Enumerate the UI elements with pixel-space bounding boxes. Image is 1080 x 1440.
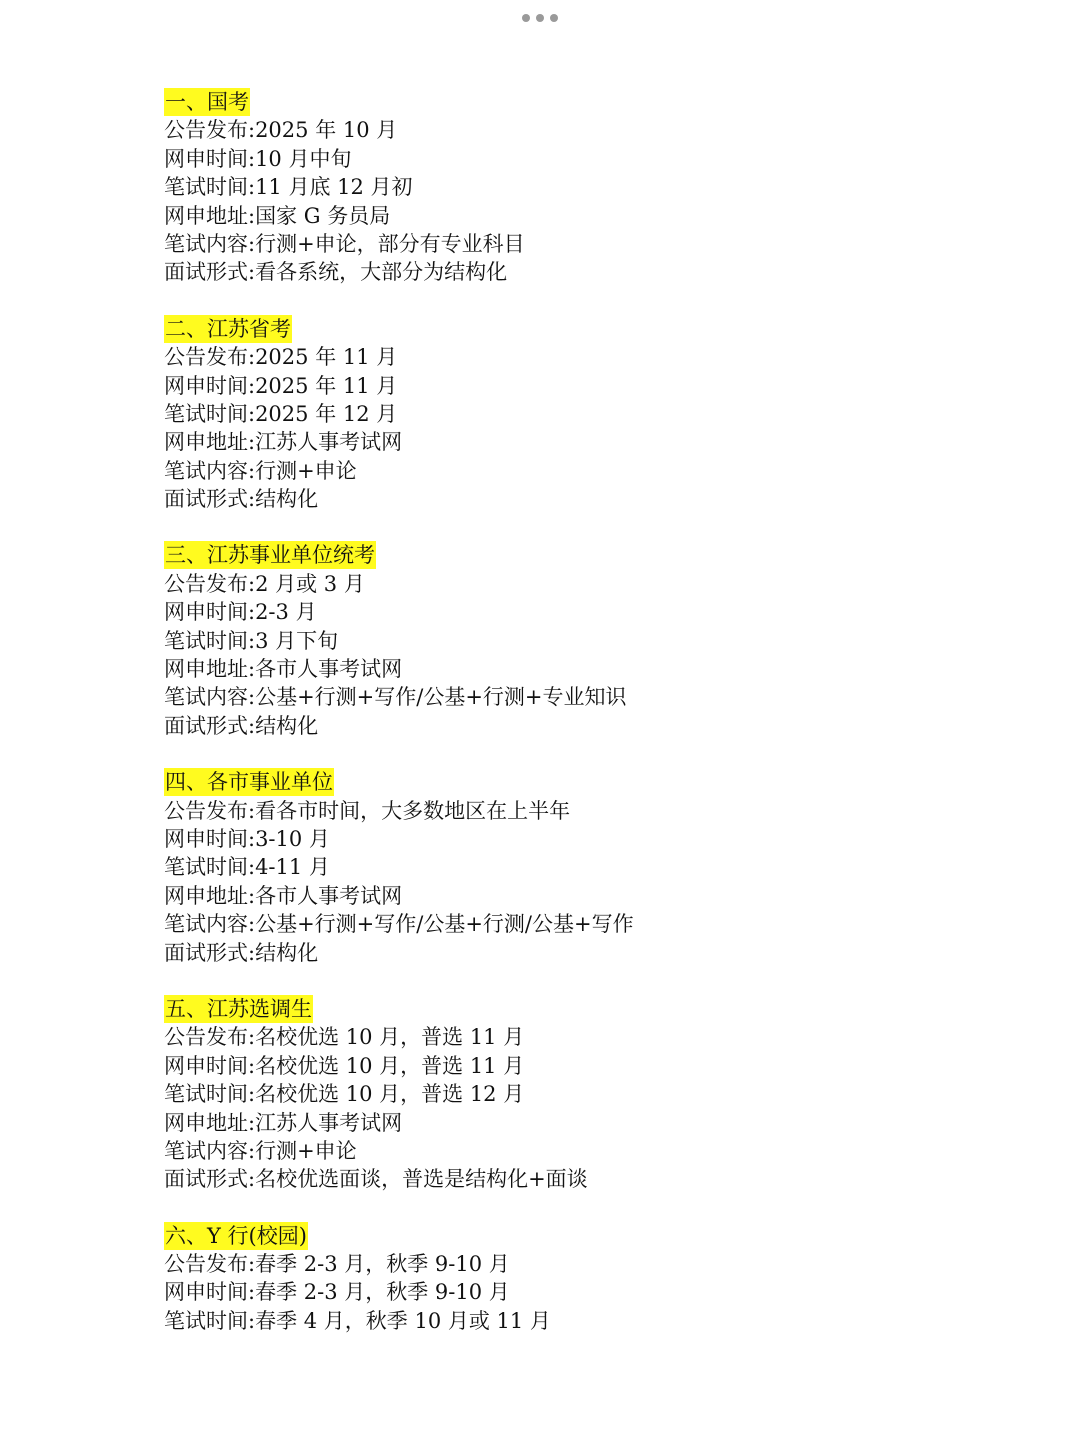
section-line: 网申时间:2025 年 11 月	[164, 373, 398, 398]
section-line: 面试形式:结构化	[164, 713, 319, 738]
section-line: 网申时间:名校优选 10 月，普选 11 月	[164, 1053, 525, 1078]
section-line: 面试形式:名校优选面谈，普选是结构化+面谈	[164, 1167, 588, 1192]
section-line: 笔试时间:11 月底 12 月初	[164, 175, 413, 200]
section-line: 公告发布:2025 年 11 月	[164, 345, 398, 370]
section-heading: 二、江苏省考	[165, 316, 291, 341]
section-heading: 四、各市事业单位	[165, 770, 333, 795]
section-jiangsu-public-institution-exam	[164, 541, 1044, 740]
section-line: 网申地址:各市人事考试网	[164, 657, 403, 682]
section-line: 网申时间:2-3 月	[164, 600, 317, 625]
section-jiangsu-selected-graduates	[164, 995, 1044, 1194]
section-line: 笔试时间:春季 4 月，秋季 10 月或 11 月	[164, 1308, 551, 1333]
section-line: 网申地址:江苏人事考试网	[164, 1110, 403, 1135]
section-heading: 三、江苏事业单位统考	[165, 543, 375, 568]
section-line: 网申时间:春季 2-3 月，秋季 9-10 月	[164, 1280, 510, 1305]
section-line: 笔试时间:4-11 月	[164, 855, 330, 880]
section-line: 公告发布:2 月或 3 月	[164, 571, 365, 596]
section-line: 面试形式:结构化	[164, 487, 319, 512]
more-horizontal-icon[interactable]	[522, 12, 558, 24]
section-heading: 五、江苏选调生	[165, 996, 312, 1021]
section-line: 网申时间:3-10 月	[164, 826, 330, 851]
section-city-public-institutions	[164, 768, 1044, 967]
section-line: 笔试内容:行测+申论	[164, 458, 357, 483]
section-bank-campus	[164, 1222, 1044, 1336]
section-line: 笔试内容:公基+行测+写作/公基+行测+专业知识	[164, 685, 627, 710]
section-line: 笔试内容:行测+申论，部分有专业科目	[164, 231, 525, 256]
section-line: 网申地址:各市人事考试网	[164, 883, 403, 908]
document-body	[164, 88, 1044, 1363]
section-line: 公告发布:名校优选 10 月，普选 11 月	[164, 1025, 525, 1050]
section-line: 面试形式:结构化	[164, 940, 319, 965]
section-line: 网申地址:江苏人事考试网	[164, 430, 403, 455]
section-line: 笔试内容:行测+申论	[164, 1138, 357, 1163]
section-line: 笔试内容:公基+行测+写作/公基+行测/公基+写作	[164, 912, 634, 937]
section-line: 笔试时间:2025 年 12 月	[164, 401, 398, 426]
section-heading: 六、Y 行(校园)	[165, 1223, 307, 1248]
section-heading: 一、国考	[165, 90, 249, 114]
section-jiangsu-provincial-exam	[164, 315, 1044, 514]
section-line: 公告发布:春季 2-3 月，秋季 9-10 月	[164, 1252, 510, 1277]
section-line: 面试形式:看各系统，大部分为结构化	[164, 260, 508, 285]
section-line: 笔试时间:名校优选 10 月，普选 12 月	[164, 1082, 525, 1107]
section-line: 公告发布:看各市时间，大多数地区在上半年	[164, 798, 571, 823]
section-line: 网申时间:10 月中旬	[164, 146, 352, 171]
section-line: 网申地址:国家 G 务员局	[164, 203, 391, 228]
section-line: 笔试时间:3 月下旬	[164, 628, 339, 653]
section-line: 公告发布:2025 年 10 月	[164, 118, 398, 143]
section-national-exam	[164, 88, 1044, 287]
